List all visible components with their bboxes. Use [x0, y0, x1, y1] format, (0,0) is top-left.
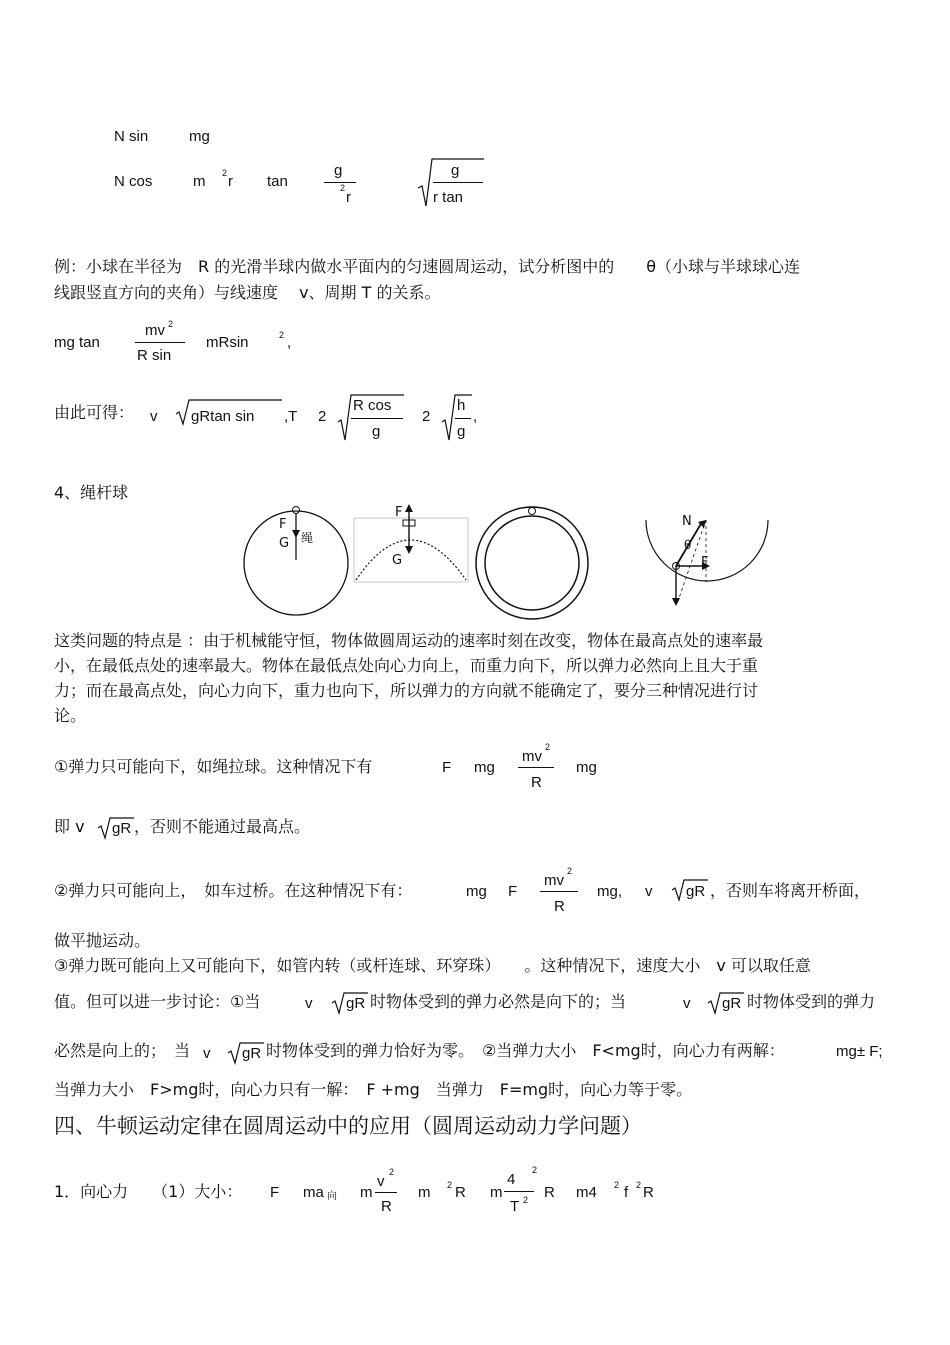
d1-rope-label: 绳 — [301, 531, 314, 545]
d4-n-label: N — [682, 514, 692, 529]
case2-mg: mg — [466, 883, 487, 900]
case2-tail: ，否则车将离开桥面， — [710, 881, 871, 900]
diagram-rope-circle — [244, 507, 348, 616]
last-t: T — [510, 1198, 520, 1215]
sqrt2-num: R cos — [353, 397, 392, 414]
result-v: v — [150, 408, 158, 425]
case3-l3-v: v — [203, 1045, 211, 1062]
case3-l3-c: mg± F; — [836, 1043, 883, 1060]
sqrt2-den: g — [372, 423, 381, 440]
formula-m: m — [193, 173, 206, 190]
result-label: 由此可得： — [54, 403, 135, 422]
eq-den: R sin — [137, 347, 172, 364]
last-m1: m — [360, 1184, 373, 1201]
last-ma: ma — [303, 1184, 324, 1201]
d1-f-label: F — [279, 517, 287, 532]
case2-bar — [540, 891, 578, 892]
sqrt3-num: h — [457, 397, 466, 414]
formula-mg: mg — [189, 128, 210, 145]
case1-mg2: mg — [576, 759, 597, 776]
example-line2: 线跟竖直方向的夹角）与线速度 v、周期 T 的关系。 — [54, 283, 441, 302]
case2-sup: 2 — [567, 866, 573, 876]
last-t-sup: 2 — [523, 1195, 529, 1205]
d1-g-label: G — [279, 536, 290, 551]
case1b-text: ，否则不能通过最高点。 — [134, 817, 311, 836]
case1-sup: 2 — [545, 742, 551, 752]
last-sup2d: 2 — [636, 1180, 642, 1190]
d4-theta-label: θ — [684, 538, 692, 552]
section-heading: 四、牛顿运动定律在圆周运动中的应用（圆周运动动力学问题） — [54, 1114, 642, 1138]
result-2: 2 — [318, 408, 327, 425]
result-t: ,T — [284, 408, 298, 425]
sqrt1-content: gRtan sin — [191, 408, 255, 425]
diagram-bridge — [354, 504, 468, 582]
case3-line1: ③弹力既可能向上又可能向下，如管内转（或杆连球、环穿珠） 。这种情况下，速度大小 v 可以取任意 — [54, 956, 811, 975]
case2-sqrt: gR — [686, 883, 706, 900]
last-m2: m — [418, 1184, 431, 1201]
last-v: v — [377, 1173, 385, 1190]
last-f: F — [270, 1184, 280, 1201]
case3-l3-sqrt: gR — [242, 1045, 262, 1062]
case1-mg: mg — [474, 759, 495, 776]
eq-num-sup: 2 — [168, 319, 174, 329]
case2-num: mv — [544, 872, 564, 889]
last-f-char: f — [624, 1184, 629, 1201]
sqrt-num: g — [451, 162, 460, 179]
eq-mrsin: mRsin — [206, 334, 249, 351]
para-line2: 小，在最低点处的速率最大。物体在最低点处向心力向上，而重力向下，所以弹力必然向上且大于重 — [54, 656, 759, 675]
case2-line2: 做平抛运动。 — [54, 931, 151, 950]
case1-num: mv — [522, 748, 542, 765]
eq-num: mv — [145, 322, 165, 339]
case3-l2-sqrt2: gR — [722, 995, 742, 1012]
last-bar1 — [375, 1192, 397, 1193]
last-r3: R — [643, 1184, 654, 1201]
last-sup2c: 2 — [614, 1180, 620, 1190]
formula-tan: tan — [267, 173, 288, 190]
case1-text: ①弹力只可能向下，如绳拉球。这种情况下有 — [54, 757, 373, 776]
formula-sup: 2 — [222, 168, 228, 178]
case3-l4: 当弹力大小 F>mg时，向心力只有一解： F +mg 当弹力 F=mg时，向心力等于零。 — [54, 1080, 693, 1099]
frac-den-sup: 2 — [340, 183, 346, 193]
formula-r: r — [228, 173, 233, 190]
para-line4: 论。 — [54, 706, 87, 725]
diagram-tube-ring — [476, 507, 588, 619]
case3-l2-a: 值。但可以进一步讨论：①当 — [54, 992, 261, 1011]
last-r1: R — [455, 1184, 466, 1201]
case2-f: F — [508, 883, 518, 900]
last-sup2a: 2 — [447, 1180, 453, 1190]
case2-text: ②弹力只可能向上， 如车过桥。在这种情况下有： — [54, 881, 413, 900]
sqrt3-den: g — [457, 423, 466, 440]
last-sup2b: 2 — [532, 1165, 538, 1175]
case3-l2-sqrt: gR — [346, 995, 366, 1012]
last-m3: m — [490, 1184, 503, 1201]
case3-l2-v: v — [305, 995, 313, 1012]
d2-f-label: F — [395, 505, 403, 520]
case3-l3-a: 必然是向上的； 当 — [54, 1041, 191, 1060]
last-ma-sub: 向 — [327, 1191, 337, 1202]
sqrt-den: r tan — [433, 189, 464, 206]
last-r2: R — [544, 1184, 555, 1201]
last-four: 4 — [507, 1171, 516, 1188]
last-m4: m4 — [576, 1184, 597, 1201]
eq-comma: , — [287, 334, 292, 351]
last-bar2 — [504, 1191, 534, 1192]
case3-l2-v2: v — [683, 995, 691, 1012]
case1-den: R — [531, 774, 542, 791]
d4-f-label: F — [701, 555, 709, 570]
case1b-sqrt: gR — [112, 820, 132, 837]
eq-mgtan: mg tan — [54, 334, 100, 351]
formula-ncos: N cos — [114, 173, 153, 190]
frac-num-g: g — [334, 162, 343, 179]
section-title: 4、绳杆球 — [54, 483, 129, 502]
case1b-label: 即 v — [54, 817, 85, 836]
para-line1: 这类问题的特点是 ：由于机械能守恒，物体做圆周运动的速率时刻在改变，物体在最高点处的速率最 — [54, 631, 764, 650]
case2-v: v — [645, 883, 653, 900]
para-line3: 力；而在最高点处，向心力向下，重力也向下，所以弹力的方向就不能确定了，要分三种情况进行讨 — [54, 681, 759, 700]
case2-den: R — [554, 898, 565, 915]
rope-rod-ball-diagrams — [0, 0, 950, 620]
frac-den-r: r — [346, 189, 351, 206]
example-line1: 例：小球在半径为 R 的光滑半球内做水平面内的匀速圆周运动，试分析图中的 θ（小球与半球球心连 — [54, 257, 800, 276]
formula-nsin: N sin — [114, 128, 149, 145]
case3-l3-b: 时物体受到的弹力恰好为零。 ②当弹力大小 F<mg时，向心力有两解： — [266, 1041, 785, 1060]
result-comma: , — [473, 408, 478, 425]
result-2b: 2 — [422, 408, 431, 425]
case1-f: F — [442, 759, 452, 776]
case3-l2-c: 时物体受到的弹力 — [747, 992, 876, 1011]
case1-bar — [518, 767, 554, 768]
d2-g-label: G — [392, 553, 403, 568]
case3-l2-b: 时物体受到的弹力必然是向下的；当 — [370, 992, 627, 1011]
case2-mg2: mg, — [597, 883, 623, 900]
last-v-sup: 2 — [389, 1167, 395, 1177]
last-r-den: R — [381, 1198, 392, 1215]
last-label: 1．向心力 （1）大小： — [54, 1182, 243, 1201]
eq-sup: 2 — [279, 330, 285, 340]
